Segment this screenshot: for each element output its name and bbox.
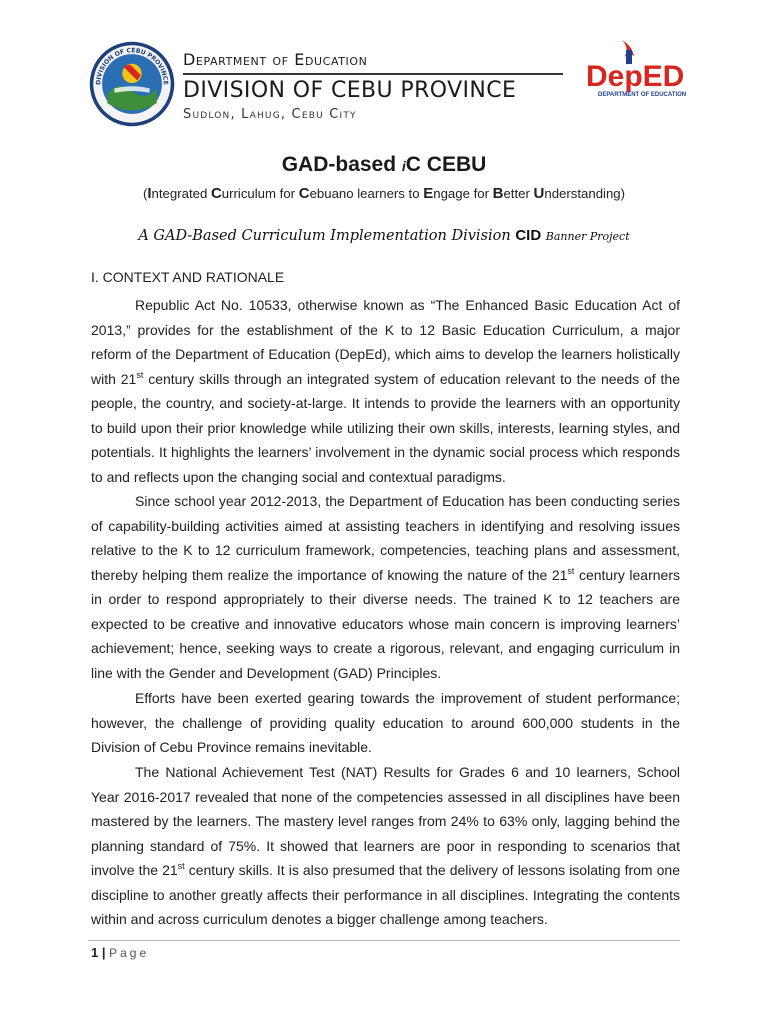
- banner-project-line: A GAD-Based Curriculum Implementation Division CID Banner Project: [138, 227, 630, 244]
- footer-divider: [88, 940, 680, 941]
- page-label: Page: [109, 946, 150, 960]
- svg-text:DepED: DepED: [586, 60, 685, 93]
- header-divider: [183, 73, 563, 75]
- paragraph-3: Efforts have been exerted gearing towards the improvement of student performance; however, the challenge of providing quality education to around 600,000 students in the Division of Cebu Province remains inevitable.: [91, 690, 680, 755]
- svg-text:DIVISION OF CEBU PROVINCE: DIVISION OF CEBU PROVINCE: [95, 47, 169, 86]
- paragraph-2: Since school year 2012-2013, the Department of Education has been conducting series of capability-building activities aimed at assisting teachers in identifying and resolving issues relative to the K to 12 curriculum framework, competencies, teaching plans and assessment, thereby helping them realize the importance of knowing the nature of the 21st century learners in order to respond appropriately to their diverse needs. The trained K to 12 teachers are expected to be creative and innovative educators whose main concern is improving learners’ achievement; hence, seeking ways to create a rigorous, relevant, and engaging curriculum in line with the Gender and Development (GAD) Principles.: [91, 493, 680, 681]
- department-name: Department of Education: [183, 50, 368, 69]
- document-title: GAD-based iC CEBU: [281, 153, 487, 176]
- page-number: 1: [91, 945, 99, 960]
- page-footer: 1 | Page: [91, 945, 150, 960]
- paragraph-4: The National Achievement Test (NAT) Results for Grades 6 and 10 learners, School Year 2016-2017 revealed that none of the competencies assessed in all disciplines have been mastered by the learners. The mastery level ranges from 24% to 63% only, lagging behind the planning standard of 75%. It showed that learners are poor in responding to scenarios that involve the 21st century skills. It is also presumed that the delivery of lessons isolating from one discipline to another greatly affects their performance in all disciplines. Integrating the contents within and across curriculum denotes a bigger challenge among teachers.: [91, 764, 680, 927]
- paragraph-1: Republic Act No. 10533, otherwise known as “The Enhanced Basic Education Act of 2013,” provides for the establishment of the K to 12 Basic Education Curriculum, a major reform of the Department of Education (DepEd), which aims to develop the learners holistically with 21st century skills through an integrated system of education relevant to the needs of the people, the country, and society-at-large. It intends to provide the learners with an opportunity to build upon their prior knowledge while utilizing their own skills, interests, learning styles, and potentials. It highlights the learners’ involvement in the dynamic social process which responds to and reflects upon the changing social and contextual paradigms.: [91, 297, 681, 485]
- section-heading: I. CONTEXT AND RATIONALE: [91, 269, 285, 285]
- svg-text:DEPARTMENT OF EDUCATION: DEPARTMENT OF EDUCATION: [598, 92, 687, 98]
- division-name: DIVISION OF CEBU PROVINCE: [183, 78, 517, 103]
- division-seal-logo: [88, 40, 176, 128]
- deped-logo: [584, 36, 687, 106]
- division-address: Sudlon, Lahug, Cebu City: [183, 107, 357, 122]
- document-subtitle: (Integrated Curriculum for Cebuano learners to Engage for Better Understanding): [142, 185, 626, 202]
